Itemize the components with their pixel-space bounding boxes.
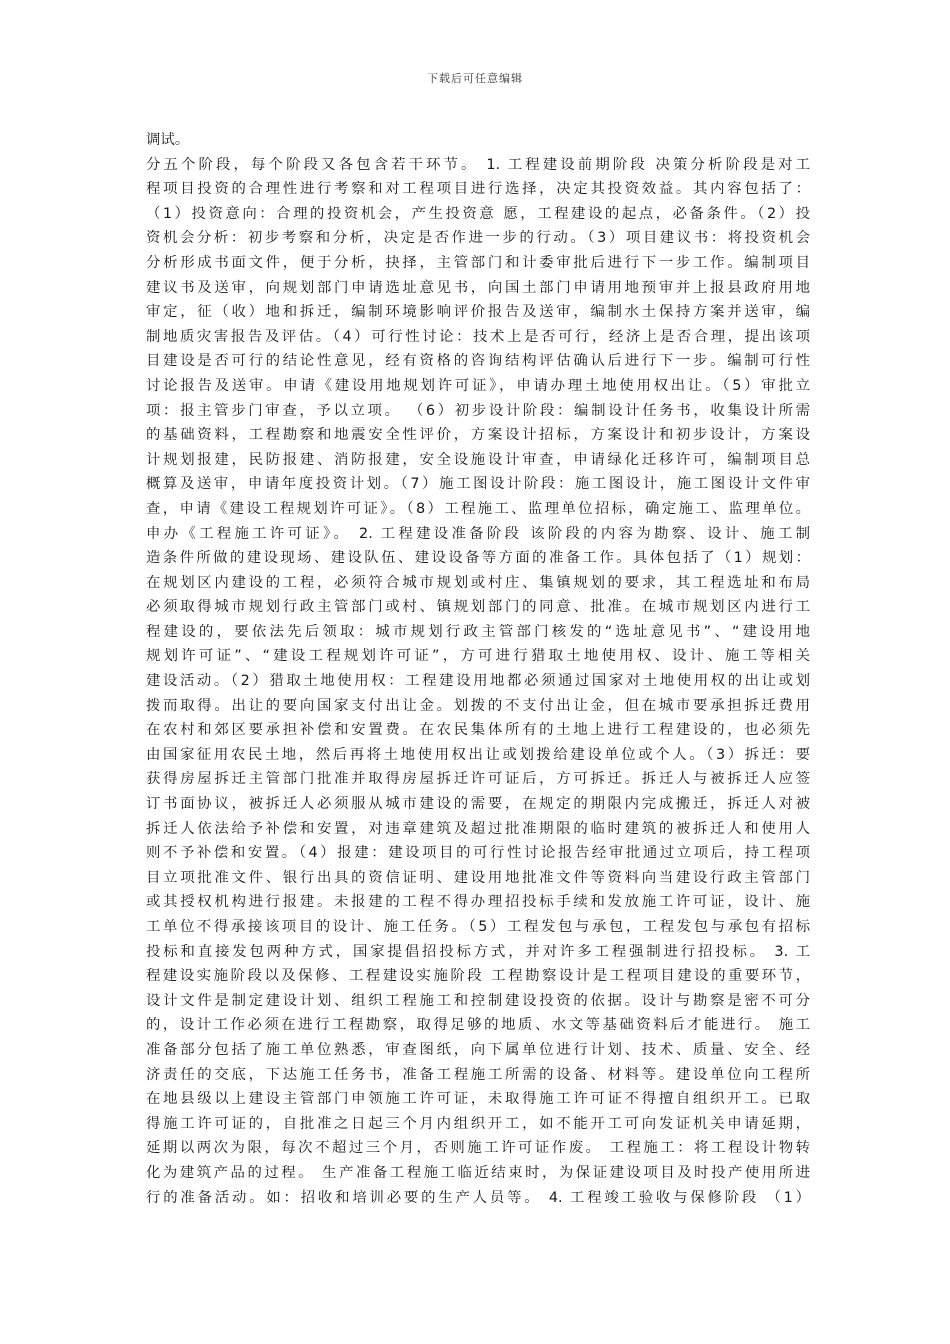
text-line: 申办《工程施工许可证》。 2. 工程建设准备阶段 该阶段的内容为勘察、设计、施工制 [146, 525, 810, 542]
text-line: 准备部分包括了施工单位熟悉，审查图纸，向下属单位进行计划、技术、质量、安全、经 [146, 1041, 810, 1058]
text-line: 程建设实施阶段以及保修、工程建设实施阶段 工程勘察设计是工程项目建设的重要环节， [146, 968, 810, 985]
text-line: 程建设的，要依法先后领取：城市规划行政主管部门核发的“选址意见书”、“建设用地 [146, 623, 810, 640]
text-line: 在地县级以上建设主管部门申领施工许可证，未取得施工许可证不得擅自组织开工。已取 [146, 1091, 810, 1108]
text-line: 工单位不得承接该项目的设计、施工任务。（5）工程发包与承包，工程发包与承包有招标 [146, 919, 810, 935]
text-line: 调试。 [146, 132, 190, 148]
text-line: 分析形成书面文件，便于分析，抉择，主管部门和计委审批后进行下一步工作。编制项目 [146, 254, 810, 271]
text-line: 程项目投资的合理性进行考察和对工程项目进行选择，决定其投资效益。其内容包括了： [146, 181, 810, 198]
text-line: 在规划区内建设的工程，必须符合城市规划或村庄、集镇规划的要求，其工程选址和布局 [146, 574, 810, 591]
text-line: 化为建筑产品的过程。 生产准备工程施工临近结束时，为保证建设项目及时投产使用所进 [146, 1164, 810, 1181]
text-line: 由国家征用农民土地，然后再将土地使用权出让或划拨给建设单位或个人。（3）拆迁：要 [146, 746, 810, 763]
text-line: 分五个阶段，每个阶段又各包含若干环节。 1. 工程建设前期阶段 决策分析阶段是对工 [146, 156, 810, 173]
text-line: 目立项批准文件、银行出具的资信证明、建设用地批准文件等资料向当建设行政主管部门 [146, 869, 810, 886]
text-line: 得施工许可证的，自批准之日起三个月内组织开工，如不能开工可向发证机关申请延期， [146, 1115, 810, 1132]
text-line: 订书面协议，被拆迁人必须服从城市建设的需要，在规定的期限内完成搬迁，拆迁人对被 [146, 796, 810, 813]
text-line: 济责任的交底，下达施工任务书，准备工程施工所需的设备、材料等。建设单位向工程所 [146, 1066, 810, 1083]
text-line: 必须取得城市规划行政主管部门或村、镇规划部门的同意、批准。在城市规划区内进行工 [146, 599, 810, 616]
page-header: 下载后可任意编辑 [427, 72, 523, 85]
text-line: 项：报主管步门审查，予以立项。 （6）初步设计阶段：编制设计任务书，收集设计所需 [146, 402, 810, 419]
text-line: 制地质灾害报告及评估。（4）可行性讨论：技术上是否可行，经济上是否合理，提出该项 [146, 328, 810, 345]
text-line: 行的准备活动。如：招收和培训必要的生产人员等。 4. 工程竣工验收与保修阶段 （1） [146, 1189, 810, 1206]
text-line: 审定，征（收）地和拆迁，编制环境影响评价报告及送审，编制水土保持方案并送审，编 [146, 304, 810, 321]
text-line: 的基础资料，工程勘察和地震安全性评价，方案设计招标，方案设计和初步设计，方案设 [146, 427, 810, 444]
text-line: 目建设是否可行的结论性意见，经有资格的咨询结构评估确认后进行下一步。编制可行性 [146, 353, 810, 370]
text-line: 延期以两次为限，每次不超过三个月，否则施工许可证作废。 工程施工：将工程设计物转 [146, 1140, 810, 1157]
text-line: 资机会分析：初步考察和分析，决定是否作进一步的行动。（3）项目建议书：将投资机会 [146, 230, 810, 247]
text-line: 拨而取得。出让的要向国家支付出让金。划拨的不支付出让金，但在城市要承担拆迁费用 [146, 697, 810, 714]
text-line: 计规划报建，民防报建、消防报建，安全设施设计审查，申请绿化迁移许可，编制项目总 [146, 451, 810, 468]
text-line: 在农村和郊区要承担补偿和安置费。在农民集体所有的土地上进行工程建设的，也必须先 [146, 722, 810, 739]
text-line: （1）投资意向：合理的投资机会，产生投资意 愿，工程建设的起点，必备条件。（2）投 [146, 205, 810, 222]
text-line: 获得房屋拆迁主管部门批准并取得房屋拆迁许可证后，方可拆迁。拆迁人与被拆迁人应签 [146, 771, 810, 788]
text-line: 概算及送审，申请年度投资计划。（7）施工图设计阶段：施工图设计，施工图设计文件审 [146, 476, 810, 493]
text-line: 建设活动。（2）猎取土地使用权：工程建设用地都必须通过国家对土地使用权的出让或划 [146, 673, 810, 690]
text-line: 投标和直接发包两种方式，国家提倡招投标方式，并对许多工程强制进行招投标。 3. 工 [146, 943, 810, 960]
text-line: 的，设计工作必须在进行工程勘察，取得足够的地质、水文等基础资料后才能进行。 施工 [146, 1017, 810, 1034]
document-body [146, 128, 810, 1210]
text-line: 拆迁人依法给予补偿和安置，对违章建筑及超过批准期限的临时建筑的被拆迁人和使用人 [146, 820, 810, 837]
text-line: 造条件所做的建设现场、建设队伍、建设设备等方面的准备工作。具体包括了（1）规划： [146, 550, 810, 567]
text-line: 或其授权机构进行报建。未报建的工程不得办理招投标手续和发放施工许可证，设计、施 [146, 894, 810, 911]
text-line: 设计文件是制定建设计划、组织工程施工和控制建设投资的依据。设计与勘察是密不可分 [146, 992, 810, 1009]
text-line: 建议书及送审，向规划部门申请选址意见书，向国土部门申请用地预审并上报县政府用地 [146, 279, 810, 296]
text-line: 讨论报告及送审。申请《建设用地规划许可证》，申请办理土地使用权出让。（5）审批立 [146, 377, 810, 394]
text-line: 规划许可证”、“建设工程规划许可证”，方可进行猎取土地使用权、设计、施工等相关 [146, 648, 810, 665]
text-line: 则不予补偿和安置。（4）报建：建设项目的可行性讨论报告经审批通过立项后，持工程项 [146, 845, 810, 862]
text-line: 查，申请《建设工程规划许可证》。（8）工程施工、监理单位招标，确定施工、监理单位。 [146, 500, 810, 517]
